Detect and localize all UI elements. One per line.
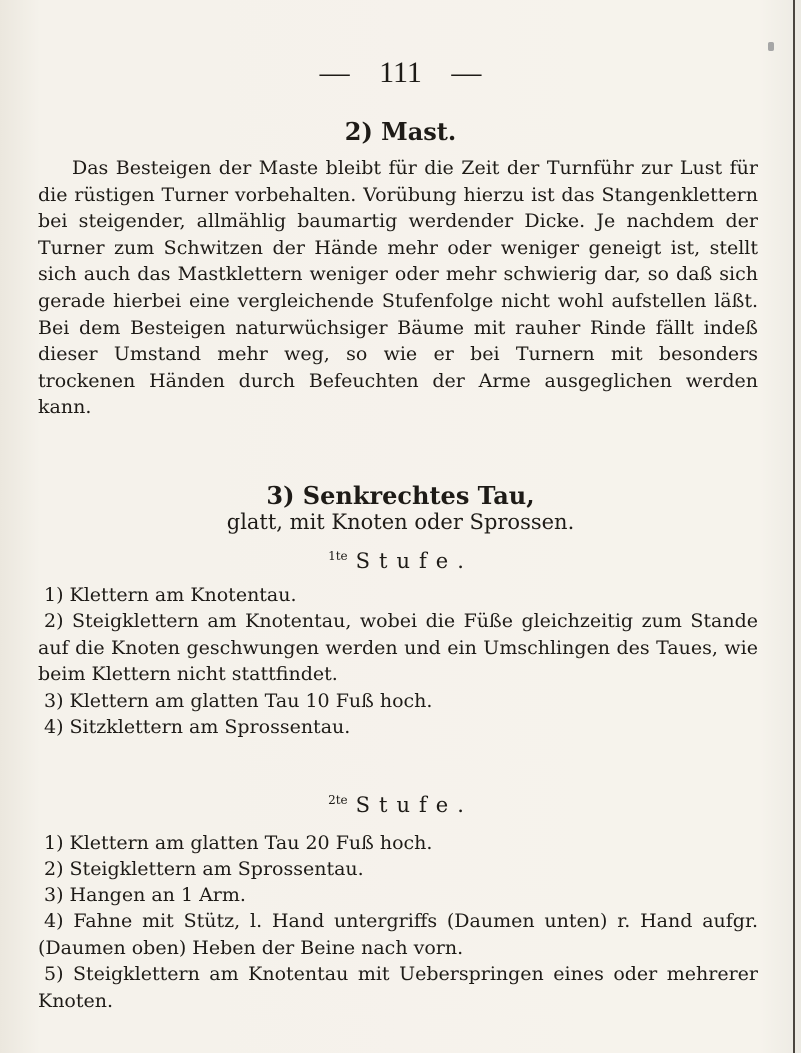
header-dash-left: — (319, 56, 350, 89)
section-title-tau: 3) Senkrechtes Tau, (266, 481, 535, 510)
section-title-mast: 2) Mast. (344, 117, 457, 146)
stufe-2-item-4: 4) Fahne mit Stütz, l. Hand untergriffs (Daumen unten) r. Hand aufgr. (Daumen oben) Heben der Beine nach vorn. (38, 910, 758, 959)
page-number: 111 (379, 56, 422, 89)
stufe-2-label: Stufe. (355, 793, 473, 817)
stufe-1-label: Stufe. (355, 549, 473, 573)
stufe-1-item-3: 3) Klettern am glatten Tau 10 Fuß hoch. (44, 690, 433, 712)
section-subtitle-tau: glatt, mit Knoten oder Sprossen. (226, 510, 575, 534)
page-header (0, 56, 801, 90)
stufe-1-ordinal: 1te (328, 549, 348, 563)
stufe-2-ordinal: 2te (328, 793, 348, 807)
mast-paragraph: Das Besteigen der Maste bleibt für die Zeit der Turnführ zur Lust für die rüstigen Turner vorbehalten. Vorübung hierzu ist das Stangenklettern bei steigender, allmählig baumartig werdender Dicke. Je nachdem der Turner zum Schwitzen der Hände mehr oder weniger geneigt ist, stellt sich auch das Mastklettern weniger oder mehr schwierig dar, so daß sich gerade hierbei eine vergleichende Stufenfolge nicht wohl aufstellen läßt. Bei dem Besteigen naturwüchsiger Bäume mit rauher Rinde fällt indeß dieser Umstand mehr weg, so wie er bei Turnern mit besonders trockenen Händen durch Befeuchten der Arme ausgeglichen werden kann. (38, 157, 758, 419)
stufe-1-item-4: 4) Sitzklettern am Sprossentau. (44, 716, 351, 738)
stufe-1-heading (0, 549, 801, 573)
ink-spot (768, 42, 774, 51)
stufe-1-item-2: 2) Steigklettern am Knotentau, wobei die Füße gleichzeitig zum Stande auf die Knoten geschwungen werden und ein Umschlingen des Taues, wie beim Klettern nicht stattfindet. (38, 610, 758, 686)
stufe-2-item-1: 1) Klettern am glatten Tau 20 Fuß hoch. (44, 832, 433, 854)
stufe-2-heading (0, 793, 801, 817)
stufe-2-item-3: 3) Hangen an 1 Arm. (44, 884, 246, 906)
stufe-1-item-1: 1) Klettern am Knotentau. (44, 584, 297, 606)
header-dash-right: — (451, 56, 482, 89)
stufe-2-item-5: 5) Steigklettern am Knotentau mit Ueberspringen eines oder mehrerer Knoten. (38, 963, 758, 1012)
stufe-2-item-2: 2) Steigklettern am Sprossentau. (44, 858, 364, 880)
